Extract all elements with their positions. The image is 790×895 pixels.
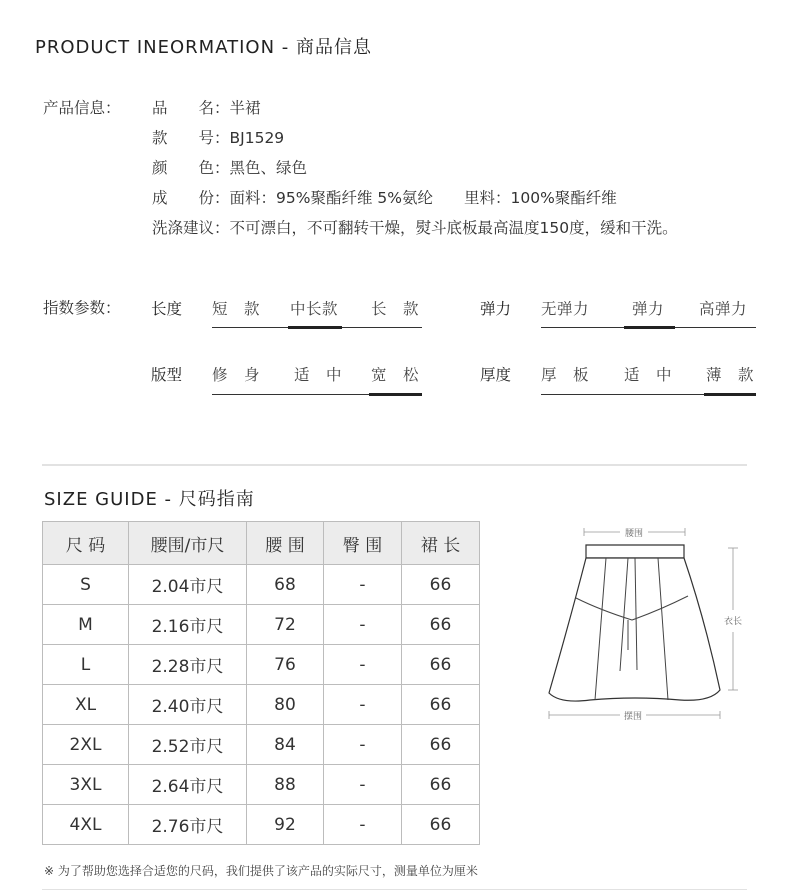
cell-size: 4XL: [43, 805, 129, 845]
cell-waist: 88: [247, 765, 324, 805]
cell-size: 3XL: [43, 765, 129, 805]
product-row-value: 黑色、绿色: [229, 159, 308, 177]
bottom-divider: [42, 889, 747, 890]
cell-waist-shichi: 2.16市尺: [129, 605, 247, 645]
cell-hip: -: [324, 605, 402, 645]
thickness-option-thick: 厚 板: [541, 366, 590, 384]
table-row: [43, 565, 480, 605]
skirt-waistband: [586, 545, 684, 558]
header-hip: 臀 围: [324, 522, 402, 565]
cell-length: 66: [402, 765, 480, 805]
product-row-value: 面料：95%聚酯纤维 5%氨纶 里料：100%聚酯纤维: [229, 189, 617, 207]
product-row-value: 半裙: [229, 99, 261, 117]
cell-waist-shichi: 2.52市尺: [129, 725, 247, 765]
table-row: [43, 805, 480, 845]
cell-waist: 76: [247, 645, 324, 685]
size-table: [42, 521, 480, 845]
cell-size: XL: [43, 685, 129, 725]
thickness-scale-marker: [704, 393, 756, 396]
fit-scale-marker: [369, 393, 422, 396]
elasticity-option-high: 高弹力: [699, 300, 748, 318]
cell-length: 66: [402, 645, 480, 685]
fit-label: 版型: [151, 366, 183, 384]
header-waist: 腰 围: [247, 522, 324, 565]
cell-waist: 72: [247, 605, 324, 645]
header-waist-shichi: 腰围/市尺: [129, 522, 247, 565]
product-row-name: [152, 96, 261, 118]
elasticity-scale-marker: [624, 326, 675, 329]
cell-size: S: [43, 565, 129, 605]
cell-hip: -: [324, 725, 402, 765]
thickness-label: 厚度: [480, 366, 512, 384]
hem-label: 摆围: [623, 712, 643, 722]
cell-waist: 80: [247, 685, 324, 725]
cell-length: 66: [402, 605, 480, 645]
length-option-mid: 中长款: [290, 300, 339, 318]
product-info-title: PRODUCT INEORMATION - 商品信息: [35, 37, 372, 58]
index-label: 指数参数：: [43, 299, 121, 317]
cell-size: L: [43, 645, 129, 685]
product-row-color: [152, 156, 307, 178]
product-info-label: 产品信息：: [43, 99, 121, 117]
product-row-key: 成 份：: [152, 189, 230, 207]
cell-hip: -: [324, 685, 402, 725]
cell-length: 66: [402, 805, 480, 845]
fit-option-regular: 适 中: [294, 366, 343, 384]
size-table-header: [43, 522, 480, 565]
cell-waist: 92: [247, 805, 324, 845]
cell-waist: 84: [247, 725, 324, 765]
thickness-option-thin: 薄 款: [706, 366, 755, 384]
waist-label: 腰围: [624, 529, 644, 539]
product-row-value: BJ1529: [229, 129, 285, 147]
cell-hip: -: [324, 765, 402, 805]
cell-waist-shichi: 2.76市尺: [129, 805, 247, 845]
fit-option-loose: 宽 松: [371, 366, 420, 384]
length-label: 长度: [151, 300, 183, 318]
skirt-diagram: [540, 520, 745, 725]
header-size: 尺 码: [43, 522, 129, 565]
length-label: 衣长: [723, 617, 743, 627]
product-row-composition: [152, 186, 617, 208]
size-note: ※ 为了帮助您选择合适您的尺码，我们提供了该产品的实际尺寸，测量单位为厘米: [44, 864, 478, 878]
table-row: [43, 725, 480, 765]
header-skirt-length: 裙 长: [402, 522, 480, 565]
fit-option-slim: 修 身: [212, 366, 261, 384]
product-row-key: 洗涤建议：: [152, 219, 230, 237]
length-option-short: 短 款: [212, 300, 261, 318]
cell-length: 66: [402, 685, 480, 725]
elasticity-label: 弹力: [480, 300, 512, 318]
product-row-key: 款 号：: [152, 129, 230, 147]
cell-waist: 68: [247, 565, 324, 605]
product-row-value: 不可漂白，不可翻转干燥，熨斗底板最高温度150度，缓和干洗。: [229, 219, 678, 237]
product-row-key: 品 名：: [152, 99, 230, 117]
cell-size: M: [43, 605, 129, 645]
table-row: [43, 765, 480, 805]
product-row-washing: [152, 216, 678, 238]
thickness-option-regular: 适 中: [624, 366, 673, 384]
cell-hip: -: [324, 645, 402, 685]
cell-waist-shichi: 2.64市尺: [129, 765, 247, 805]
elasticity-option-mid: 弹力: [632, 300, 665, 318]
skirt-body: [549, 558, 720, 701]
cell-size: 2XL: [43, 725, 129, 765]
cell-length: 66: [402, 565, 480, 605]
size-guide-title: SIZE GUIDE - 尺码指南: [44, 489, 255, 510]
cell-hip: -: [324, 565, 402, 605]
cell-waist-shichi: 2.04市尺: [129, 565, 247, 605]
cell-waist-shichi: 2.28市尺: [129, 645, 247, 685]
length-option-long: 长 款: [371, 300, 420, 318]
table-row: [43, 645, 480, 685]
table-row: [43, 605, 480, 645]
table-row: [43, 685, 480, 725]
cell-waist-shichi: 2.40市尺: [129, 685, 247, 725]
product-row-style-number: [152, 126, 284, 148]
product-row-key: 颜 色：: [152, 159, 230, 177]
cell-length: 66: [402, 725, 480, 765]
length-scale-marker: [288, 326, 342, 329]
section-divider: [42, 464, 747, 466]
cell-hip: -: [324, 805, 402, 845]
elasticity-option-none: 无弹力: [541, 300, 590, 318]
